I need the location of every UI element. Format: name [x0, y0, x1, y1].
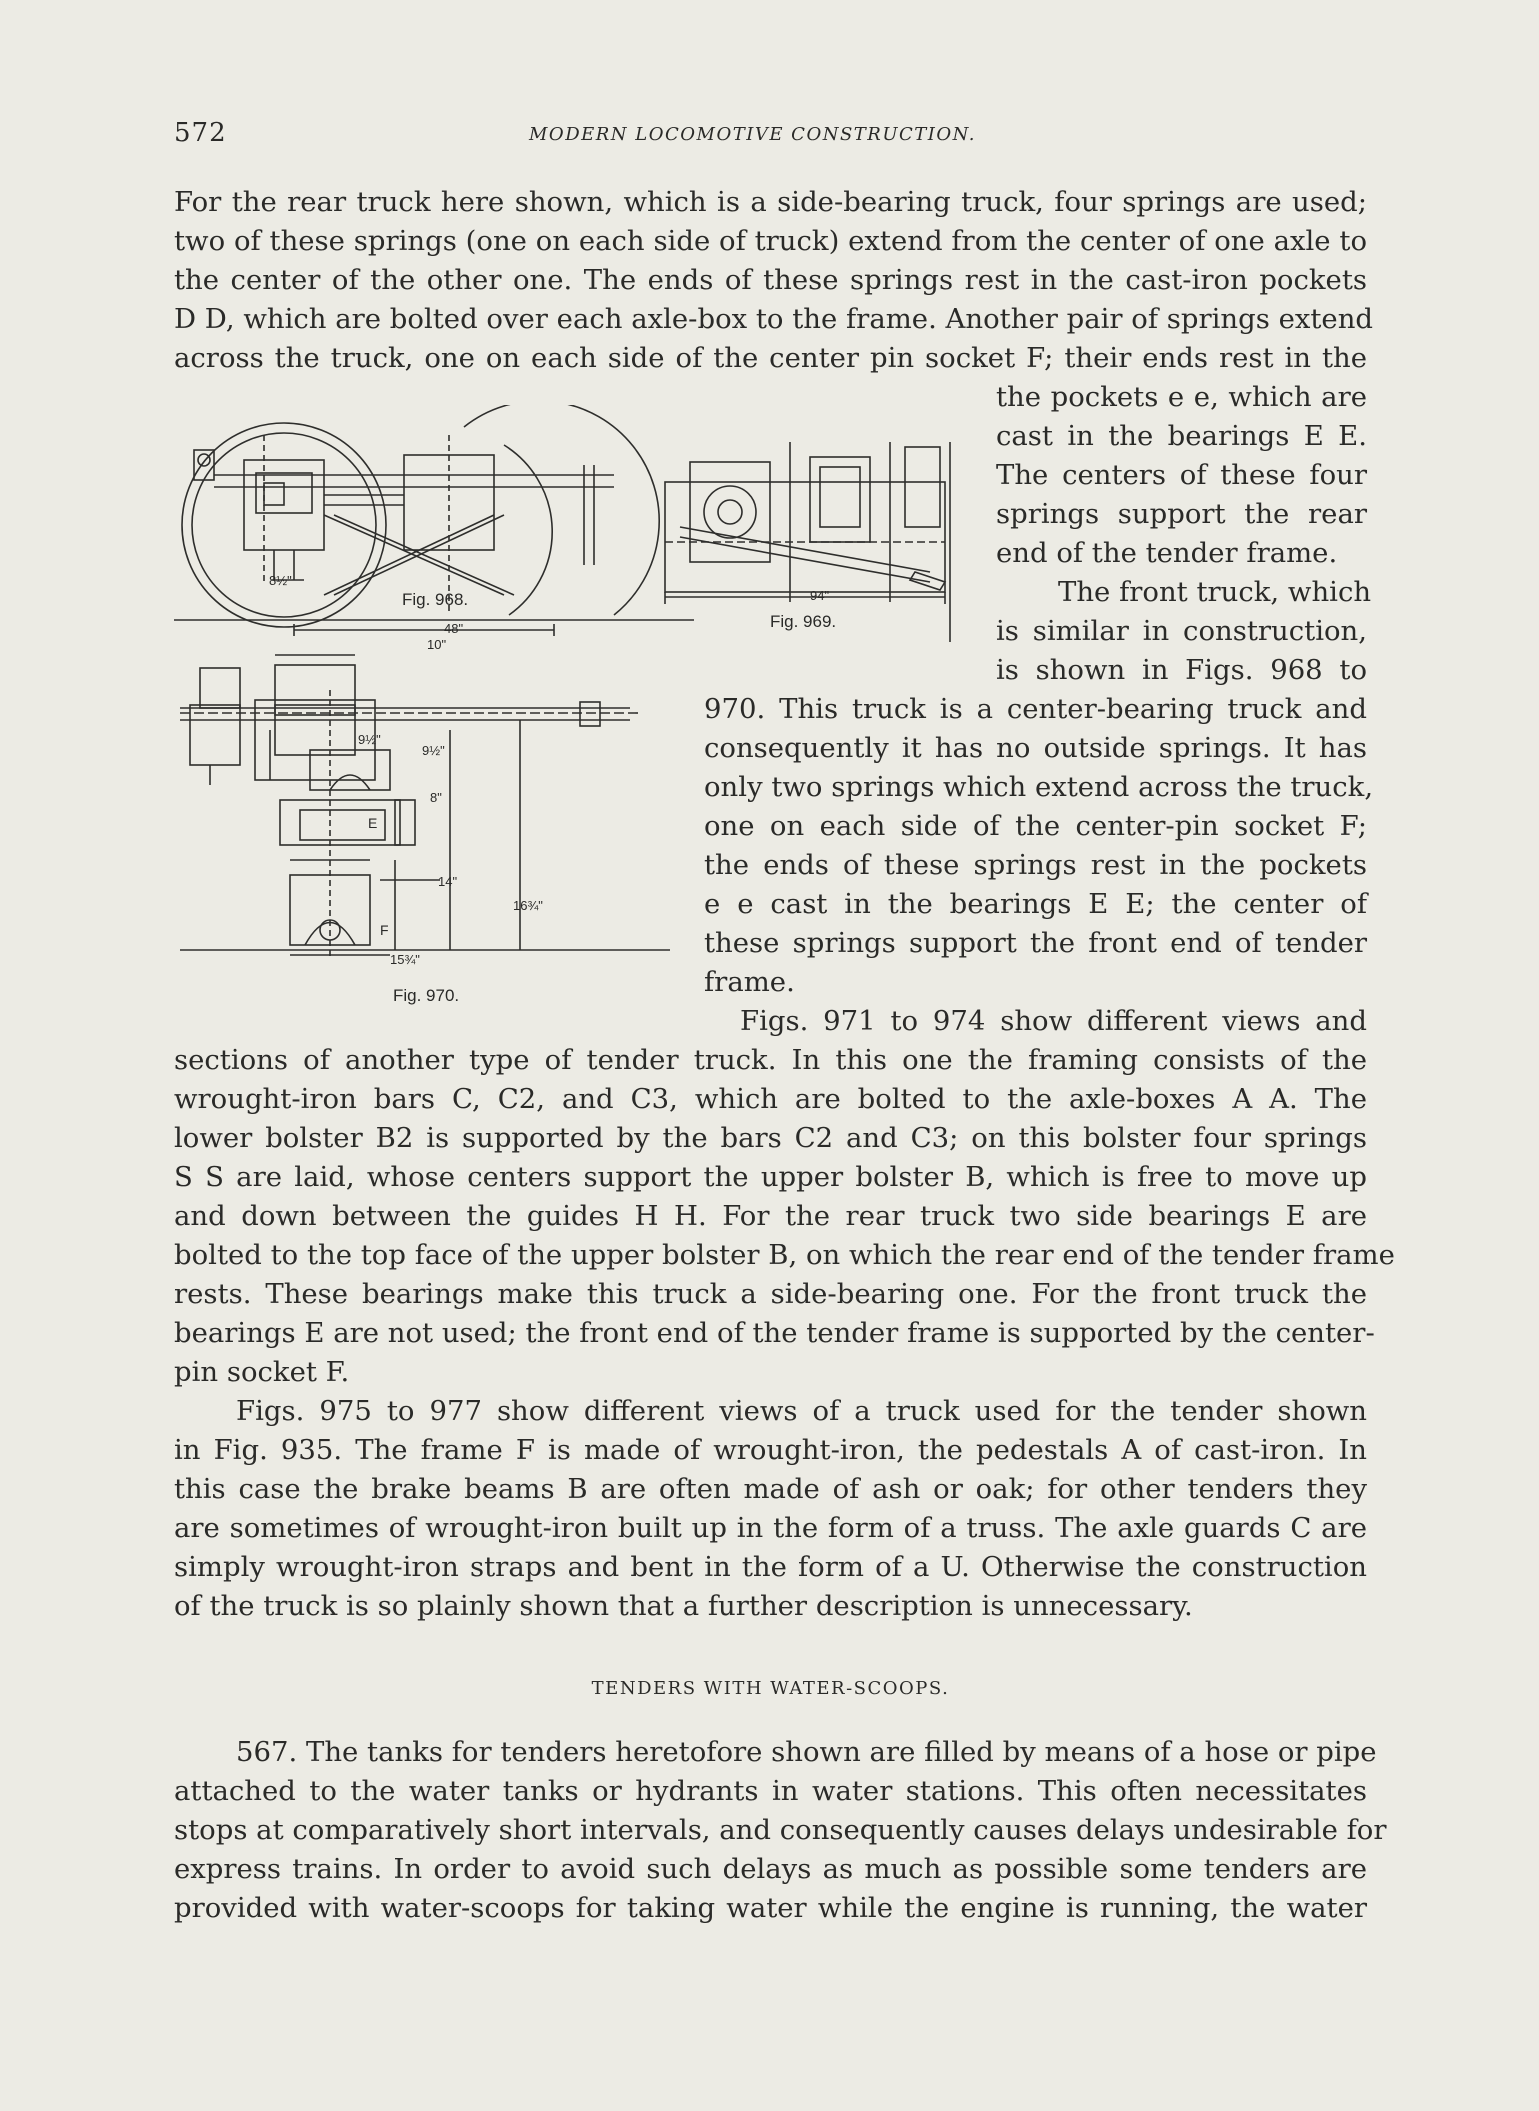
text-line: these springs support the front end of tender — [704, 927, 1367, 959]
text-line: bearings E are not used; the front end of the tender frame is supported by the center- — [174, 1317, 1375, 1349]
text-line: only two springs which extend across the truck, — [704, 771, 1374, 803]
text-line: frame. — [704, 966, 795, 998]
text-line: end of the tender frame. — [996, 537, 1338, 569]
figure-970 — [180, 650, 670, 1005]
text-line: Figs. 971 to 974 show different views and — [740, 1005, 1367, 1037]
figure-970-caption: Fig. 970. — [393, 986, 460, 1005]
text-line: the center of the other one. The ends of these springs rest in the cast-iron pockets — [174, 264, 1367, 296]
figure-970-dim: 8" — [430, 790, 442, 805]
paragraph-figs-975-977 — [174, 1392, 1367, 1626]
figure-969-dim: 94" — [810, 588, 830, 603]
text-line: 970. This truck is a center-bearing truck and — [704, 693, 1367, 725]
text-line: pin socket F. — [174, 1356, 350, 1388]
text-line: express trains. In order to avoid such delays as much as possible some tenders are — [174, 1853, 1367, 1885]
figure-968-dim: 8½" — [269, 573, 292, 588]
text-line: springs support the rear — [996, 498, 1367, 530]
text-line: attached to the water tanks or hydrants in water stations. This often necessitates — [174, 1775, 1367, 1807]
text-line: stops at comparatively short intervals, and consequently causes delays undesirable for — [174, 1814, 1387, 1846]
text-line: The centers of these four — [996, 459, 1367, 491]
text-line: D D, which are bolted over each axle-box to the frame. Another pair of springs extend — [174, 303, 1374, 335]
page-header — [174, 118, 1367, 158]
text-line: one on each side of the center-pin socket F; — [704, 810, 1367, 842]
text-line: the ends of these springs rest in the pockets — [704, 849, 1367, 881]
paragraph-front-truck — [704, 690, 1374, 1002]
paragraph-figs-971-974-start — [740, 1002, 1367, 1041]
figure-970-dim: 15¾" — [390, 952, 420, 967]
text-line: cast in the bearings E E. — [996, 420, 1367, 452]
figure-970-drawing — [180, 650, 670, 980]
figure-970-dim: 14" — [438, 874, 458, 889]
text-line: across the truck, one on each side of the center pin socket F; their ends rest in the — [174, 342, 1367, 374]
text-line: The front truck, which — [1058, 576, 1372, 608]
figure-969 — [660, 432, 960, 647]
paragraph-figs-971-974 — [174, 1041, 1395, 1392]
figure-969-caption: Fig. 969. — [770, 612, 837, 631]
text-line: For the rear truck here shown, which is a side-bearing truck, four springs are used; — [174, 186, 1367, 218]
figure-970-label-e: E — [368, 815, 378, 831]
text-line: the pockets e e, which are — [996, 381, 1367, 413]
text-line: e e cast in the bearings E E; the center of — [704, 888, 1367, 920]
text-line: consequently it has no outside springs. It has — [704, 732, 1367, 764]
figure-970-dim: 9½" — [358, 732, 381, 747]
text-line: Figs. 975 to 977 show different views of a truck used for the tender shown — [236, 1395, 1367, 1427]
figure-968-caption: Fig. 968. — [402, 590, 469, 609]
text-line: provided with water-scoops for taking water while the engine is running, the water — [174, 1892, 1367, 1924]
text-line: simply wrought-iron straps and bent in the form of a U. Otherwise the construction — [174, 1551, 1367, 1583]
text-line: bolted to the top face of the upper bolster B, on which the rear end of the tender frame — [174, 1239, 1395, 1271]
text-line: 567. The tanks for tenders heretofore shown are filled by means of a hose or pipe — [236, 1736, 1377, 1768]
figure-968 — [174, 405, 704, 652]
paragraph-rear-truck-continued — [996, 378, 1372, 690]
figure-968-dim: 48" — [444, 621, 464, 636]
section-heading: TENDERS WITH WATER-SCOOPS. — [591, 1678, 950, 1699]
text-line: of the truck is so plainly shown that a further description is unnecessary. — [174, 1590, 1193, 1622]
text-line: and down between the guides H H. For the rear truck two side bearings E are — [174, 1200, 1367, 1232]
text-line: is similar in construction, — [996, 615, 1367, 647]
text-line: this case the brake beams B are often made of ash or oak; for other tenders they — [174, 1473, 1367, 1505]
text-line: wrought-iron bars C, C2, and C3, which are bolted to the axle-boxes A A. The — [174, 1083, 1367, 1115]
text-line: are sometimes of wrought-iron built up in the form of a truss. The axle guards C are — [174, 1512, 1367, 1544]
text-line: two of these springs (one on each side of truck) extend from the center of one axle to — [174, 225, 1367, 257]
text-line: S S are laid, whose centers support the upper bolster B, which is free to move up — [174, 1161, 1367, 1193]
text-line: rests. These bearings make this truck a side-bearing one. For the front truck the — [174, 1278, 1367, 1310]
figure-970-label-f: F — [380, 922, 389, 938]
text-line: is shown in Figs. 968 to — [996, 654, 1367, 686]
paragraph-567 — [174, 1733, 1387, 1928]
figure-968-dim: 10" — [427, 637, 447, 652]
text-line: lower bolster B2 is supported by the bars C2 and C3; on this bolster four springs — [174, 1122, 1367, 1154]
running-title: MODERN LOCOMOTIVE CONSTRUCTION. — [529, 124, 976, 145]
figure-970-dim: 16¾" — [513, 898, 543, 913]
page-number: 572 — [174, 118, 227, 148]
text-line: in Fig. 935. The frame F is made of wrought-iron, the pedestals A of cast-iron. In — [174, 1434, 1367, 1466]
figure-970-dim: 9½" — [422, 743, 445, 758]
paragraph-rear-truck — [174, 183, 1374, 378]
text-line: sections of another type of tender truck. In this one the framing consists of the — [174, 1044, 1367, 1076]
